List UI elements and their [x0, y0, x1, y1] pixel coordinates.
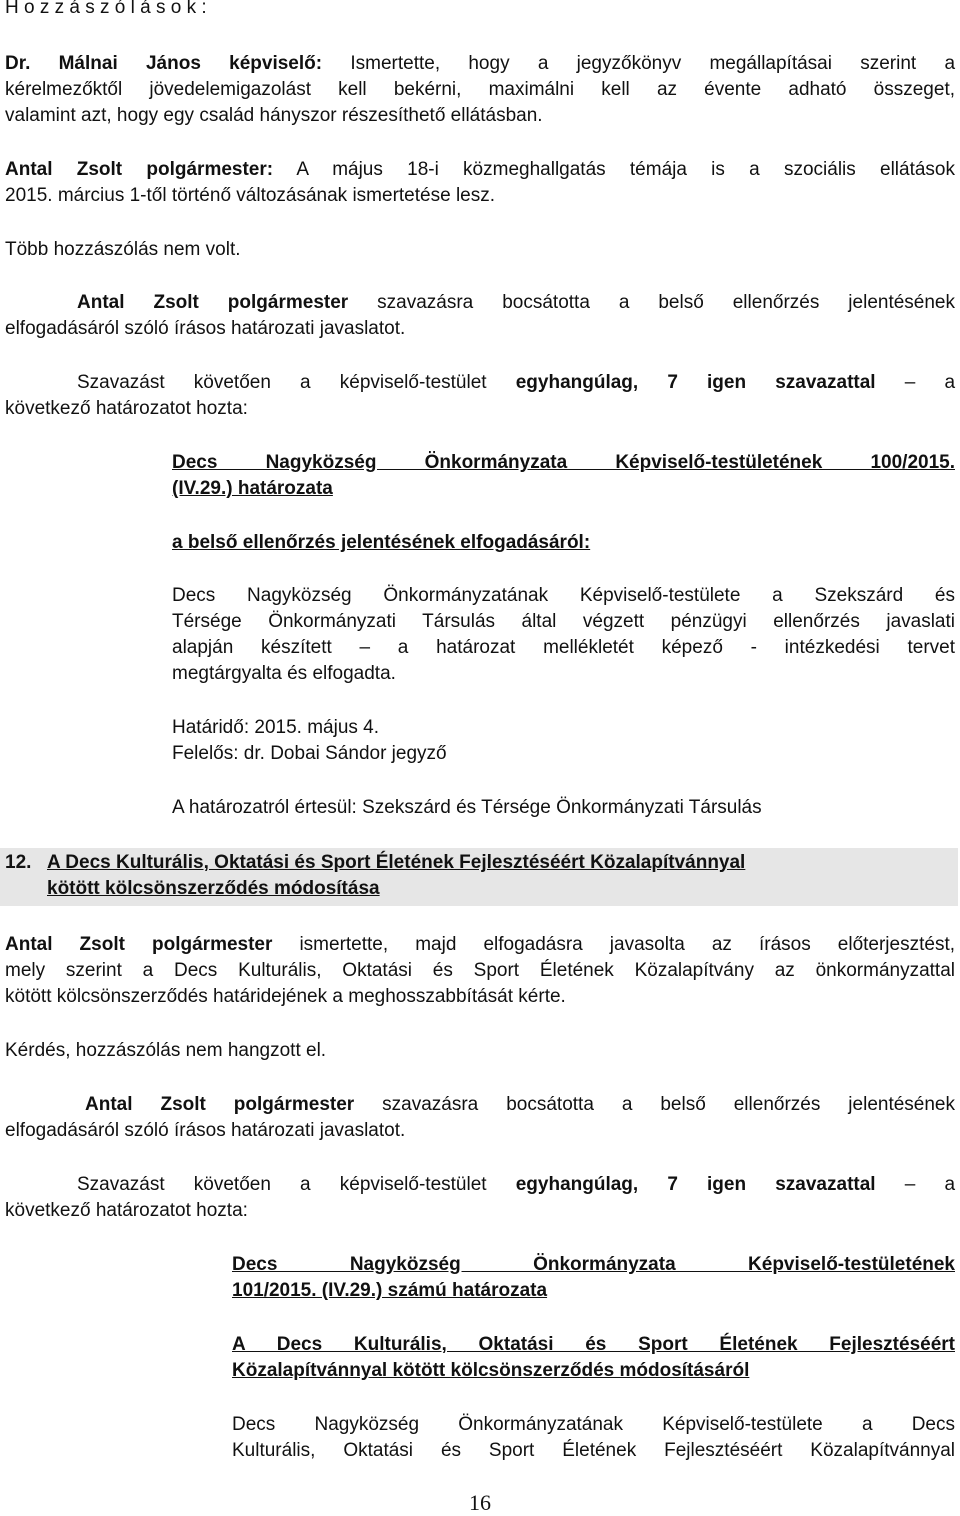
- text: Szavazást követően a képviselő-testület: [77, 1174, 487, 1195]
- paragraph-line: 2015. március 1-től történő változásának ismertetése lesz.: [5, 185, 496, 206]
- paragraph-line: Kérdés, hozzászólás nem hangzott el.: [5, 1040, 327, 1061]
- text: – a: [904, 1174, 956, 1195]
- decree-body: Térsége Önkormányzati Társulás által végzett pénzügyi ellenőrzés javaslati: [172, 611, 955, 632]
- speaker-name: Antal Zsolt polgármester:: [5, 159, 274, 180]
- paragraph-line: [5, 52, 955, 76]
- paragraph-line: [77, 371, 955, 395]
- paragraph-line: következő határozatot hozta:: [5, 1200, 248, 1221]
- decree-body: Kulturális, Oktatási és Sport Életének Fejlesztéséért Közalapítvánnyal: [232, 1440, 955, 1461]
- paragraph-line: [5, 933, 955, 957]
- section-title: H o z z á s z ó l á s o k :: [5, 0, 207, 18]
- paragraph-line: elfogadásáról szóló írásos határozati javaslatot.: [5, 318, 406, 339]
- speaker-name: Dr. Málnai János képviselő:: [5, 53, 323, 74]
- speaker-name: Antal Zsolt polgármester: [77, 292, 349, 313]
- paragraph-line: [85, 1093, 955, 1117]
- decree-title: (IV.29.) határozata: [172, 478, 333, 499]
- decree-body: megtárgyalta és elfogadta.: [172, 663, 396, 684]
- speaker-name: Antal Zsolt polgármester: [85, 1094, 355, 1115]
- text: ismertette, majd elfogadásra javasolta az írásos előterjesztést,: [299, 934, 955, 955]
- text: szavazásra bocsátotta a belső ellenőrzés jelentésének: [377, 292, 955, 313]
- paragraph-line: mely szerint a Decs Kulturális, Oktatási és Sport Életének Közalapítvány az önkormányzattal: [5, 960, 955, 981]
- decree-responsible: Felelős: dr. Dobai Sándor jegyző: [172, 743, 447, 764]
- agenda-item-title: A Decs Kulturális, Oktatási és Sport Életének Fejlesztéséért Közalapítvánnyal: [47, 852, 746, 873]
- decree-subject: a belső ellenőrzés jelentésének elfogadásáról:: [172, 532, 591, 553]
- vote-result: egyhangúlag, 7 igen szavazattal: [515, 372, 876, 393]
- decree-subject: A Decs Kulturális, Oktatási és Sport Életének Fejlesztéséért: [232, 1334, 955, 1355]
- decree-body: Decs Nagyközség Önkormányzatának Képviselő-testülete a Szekszárd és: [172, 585, 955, 606]
- decree-title: Decs Nagyközség Önkormányzata Képviselő-testületének 100/2015.: [172, 452, 955, 473]
- paragraph-line: valamint azt, hogy egy család hányszor részesíthető ellátásban.: [5, 105, 543, 126]
- decree-body: alapján készített – a határozat mellékletét képező - intézkedési tervet: [172, 637, 955, 658]
- text: – a: [904, 372, 956, 393]
- decree-title: Decs Nagyközség Önkormányzata Képviselő-testületének: [232, 1254, 955, 1275]
- text: A május 18-i közmeghallgatás témája is a szociális ellátások: [296, 159, 956, 180]
- decree-notified: A határozatról értesül: Szekszárd és Térsége Önkormányzati Társulás: [172, 797, 762, 818]
- decree-body: Decs Nagyközség Önkormányzatának Képviselő-testülete a Decs: [232, 1414, 955, 1435]
- text: Szavazást követően a képviselő-testület: [77, 372, 487, 393]
- paragraph-line: [5, 158, 955, 182]
- paragraph-line: Több hozzászólás nem volt.: [5, 239, 241, 260]
- decree-subject: Közalapítvánnyal kötött kölcsönszerződés módosításáról: [232, 1360, 750, 1381]
- speaker-name: Antal Zsolt polgármester: [5, 934, 273, 955]
- page-number: 16: [469, 1490, 491, 1515]
- vote-result: egyhangúlag, 7 igen szavazattal: [515, 1174, 876, 1195]
- agenda-item-number: 12.: [5, 852, 32, 873]
- paragraph-line: kérelmezőktől jövedelemigazolást kell bekérni, maximálni kell az évente adható összeget,: [5, 79, 955, 100]
- paragraph-line: kötött kölcsönszerződés határidejének a meghosszabbítását kérte.: [5, 986, 566, 1007]
- text: Ismertette, hogy a jegyzőkönyv megállapításai szerint a: [350, 53, 956, 74]
- paragraph-line: elfogadásáról szóló írásos határozati javaslatot.: [5, 1120, 406, 1141]
- paragraph-line: [77, 291, 955, 315]
- paragraph-line: következő határozatot hozta:: [5, 398, 248, 419]
- agenda-item-title: kötött kölcsönszerződés módosítása: [47, 878, 380, 899]
- text: szavazásra bocsátotta a belső ellenőrzés jelentésének: [382, 1094, 955, 1115]
- decree-title: 101/2015. (IV.29.) számú határozata: [232, 1280, 548, 1301]
- paragraph-line: [77, 1173, 955, 1197]
- decree-deadline: Határidő: 2015. május 4.: [172, 717, 380, 738]
